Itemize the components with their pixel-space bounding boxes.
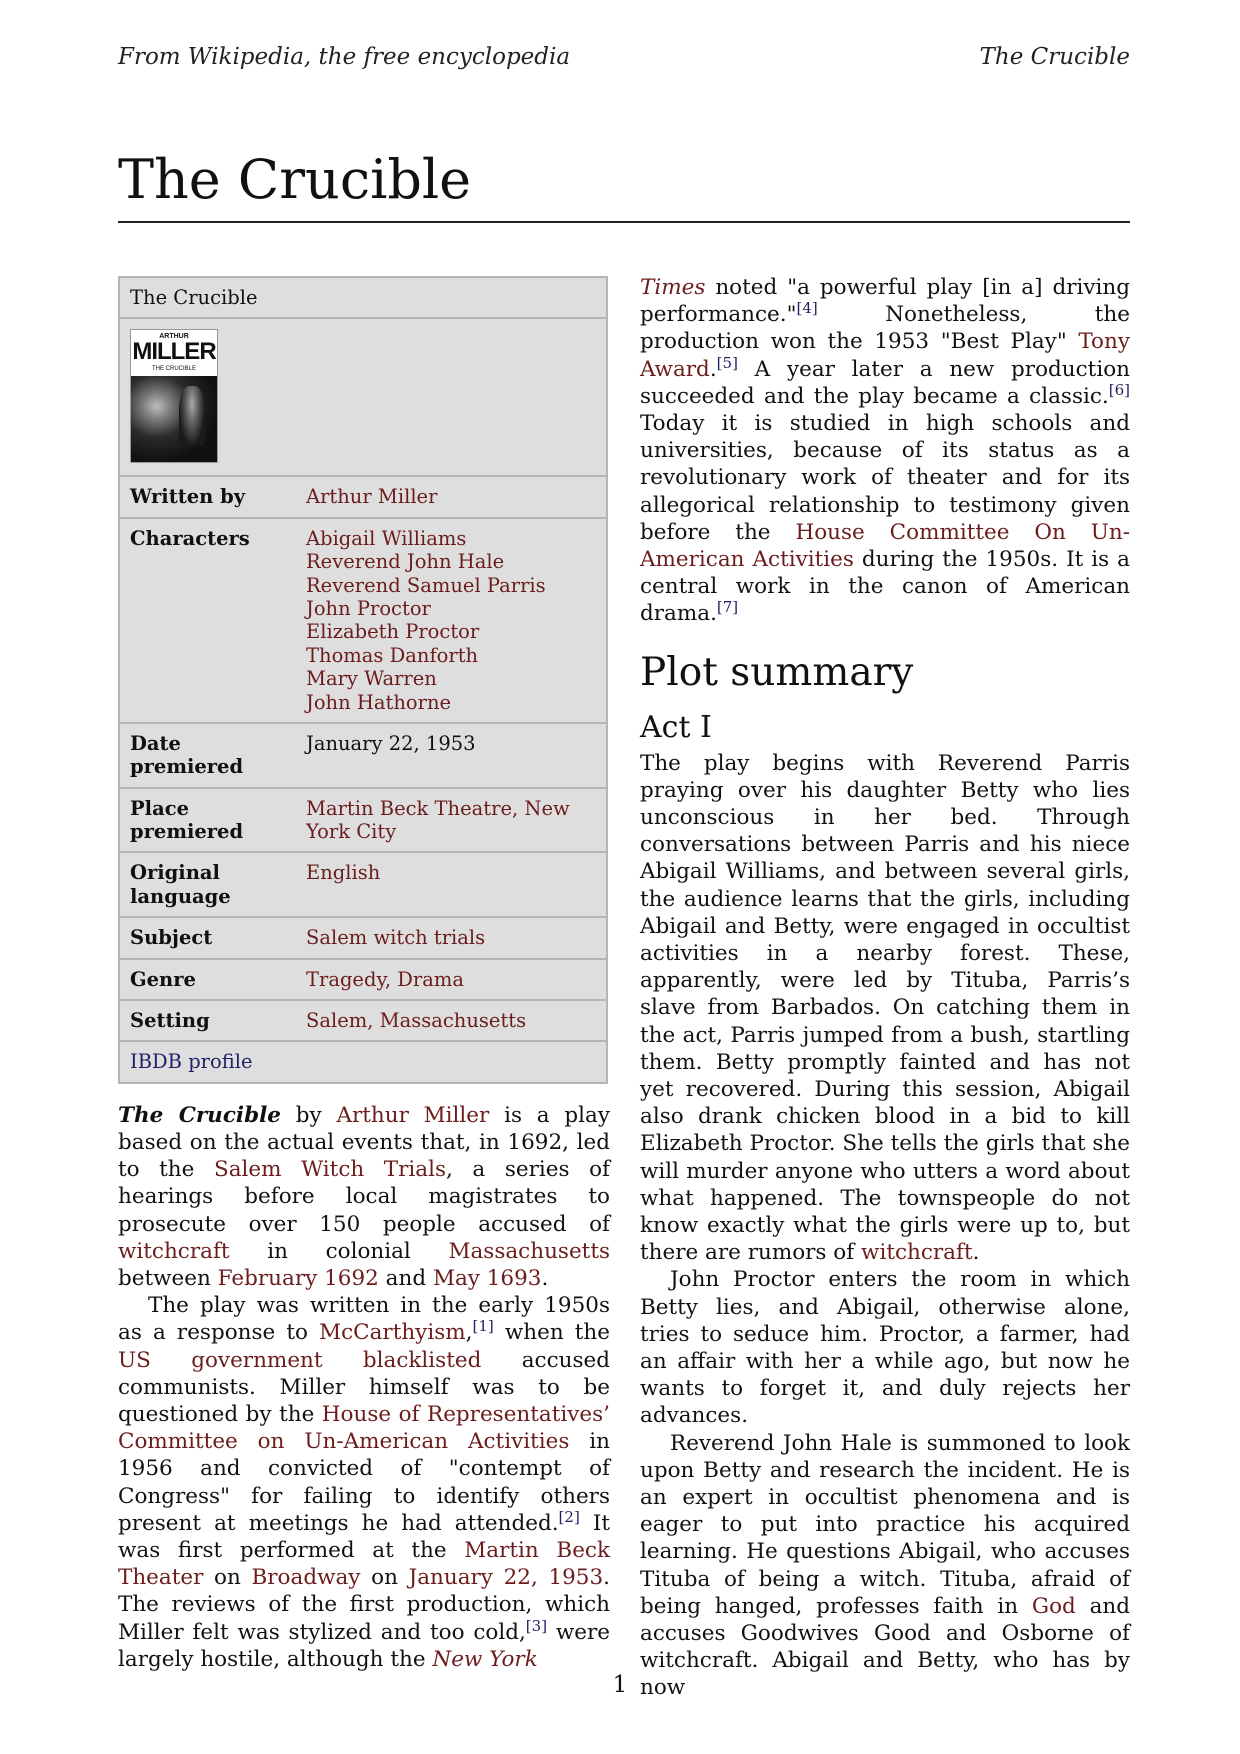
text-run: and (378, 1266, 433, 1292)
infobox-row-setting (119, 1000, 607, 1041)
text-run: . The reviews of the first production, which Miller felt was stylized and too cold, (118, 1565, 611, 1645)
intro-paragraph-2-continued (640, 274, 1130, 628)
article-subject-bold: The Crucible (118, 1102, 281, 1128)
intro-paragraph-2: The play was written in the early 1950s as a response to McCarthyism,[1] when the US government blacklisted accused communists. Miller himself was to be questioned by the House of Representatives’ Committee on Un-American Activities in 1956 and convicted of "contempt of Congress" for failing to identify others present at meetings he had attended.[2] It was first performed at the Martin Beck Theater on Broadway on January 22, 1953. The reviews of the first production, which Miller felt was stylized and too cold,[3] were largely hostile, although the New York (118, 1293, 611, 1672)
text-run: between (118, 1266, 218, 1292)
subsection-heading-act-1: Act I (640, 709, 712, 745)
link-character[interactable]: Reverend Samuel Parris (306, 573, 546, 597)
citation-3[interactable]: [3] (525, 1616, 548, 1635)
plot-paragraph-2: John Proctor enters the room in which Betty lies, and Abigail, otherwise alone, tries to seduce him. Proctor, a farmer, had an affair with her a while ago, but now he wants to forget it, and duly rejects her advances. (640, 1267, 1130, 1429)
link-huac[interactable]: House of Representatives’ Committee on Un-American Activities (118, 1402, 610, 1455)
link-us-government-blacklist[interactable]: US government blacklisted (118, 1347, 482, 1373)
citation-4[interactable]: [4] (796, 299, 818, 318)
plot-paragraph-1 (640, 750, 1130, 1267)
page-title: The Crucible (118, 150, 1130, 223)
link-character[interactable]: Thomas Danforth (306, 643, 479, 667)
link-arthur-miller[interactable]: Arthur Miller (296, 476, 607, 517)
text-run: . (972, 1240, 980, 1266)
link-subject[interactable]: Salem witch trials (296, 917, 607, 958)
infobox-label: Setting (119, 1000, 296, 1041)
section-heading-plot-summary: Plot summary (640, 649, 914, 695)
link-tony-award[interactable]: Tony Award (640, 329, 1130, 382)
link-character[interactable]: Mary Warren (306, 667, 437, 691)
link-witchcraft[interactable]: witchcraft (118, 1238, 230, 1264)
citation-5[interactable]: [5] (716, 353, 738, 372)
link-genre[interactable]: Tragedy, Drama (296, 959, 607, 1000)
link-salem-witch-trials[interactable]: Salem Witch Trials (213, 1157, 447, 1183)
infobox-label: Place premiered (119, 788, 296, 853)
link-january-22-1953[interactable]: January 22, 1953 (408, 1565, 604, 1591)
infobox-label: Written by (119, 476, 296, 517)
text-run: and accuses Goodwives Good and Osborne of witchcraft. Abigail and Betty, who has by now (640, 1593, 1131, 1701)
infobox-row-genre (119, 959, 607, 1000)
link-new-york-times[interactable]: New York (432, 1646, 538, 1672)
text-run: Nonetheless, the production won the 1953 "Best Play" (640, 302, 1130, 355)
left-column (118, 276, 610, 1673)
link-setting[interactable]: Salem, Massachusetts (296, 1000, 607, 1041)
link-martin-beck-theater[interactable]: Martin Beck Theater (118, 1538, 610, 1591)
text-run: by (280, 1102, 337, 1128)
link-witchcraft[interactable]: witchcraft (861, 1240, 973, 1266)
text-run: The play was written in the early 1950s as a response to (118, 1293, 610, 1346)
premiere-date: January 22, 1953 (296, 723, 607, 788)
link-may-1693[interactable]: May 1693 (432, 1266, 542, 1292)
infobox-row-characters (119, 518, 607, 723)
infobox-caption: The Crucible (130, 286, 258, 309)
link-character[interactable]: John Proctor (306, 596, 431, 620)
link-premiere-place[interactable]: Martin Beck Theatre, New York City (296, 788, 607, 853)
link-character[interactable]: John Hathorne (306, 690, 452, 714)
citation-7[interactable]: [7] (716, 598, 739, 617)
infobox-label: Subject (119, 917, 296, 958)
link-god[interactable]: God (1031, 1593, 1076, 1619)
text-run: A year later a new production succeeded and the play became a classic. (640, 356, 1130, 409)
link-broadway[interactable]: Broadway (251, 1565, 361, 1591)
link-massachusetts[interactable]: Massachusetts (448, 1238, 610, 1264)
link-new-york-times[interactable]: Times (640, 275, 706, 300)
header-source: From Wikipedia, the free encyclopedia (118, 44, 571, 70)
citation-1[interactable]: [1] (472, 1317, 494, 1336)
text-run: Today it is studied in high schools and universities, because of its status as a revolutionary work of theater and for its allegorical relationship to testimony given before the (640, 411, 1130, 545)
text-run: during the 1950s. It is a central work in the canon of American drama. (640, 547, 1130, 627)
text-run: accused communists. Miller himself was to be questioned by the (118, 1347, 610, 1428)
citation-2[interactable]: [2] (558, 1507, 580, 1526)
infobox-row-subject (119, 917, 607, 958)
cover-author-name: MILLER (132, 338, 216, 366)
text-run: in colonial (229, 1238, 449, 1264)
character-list (296, 518, 607, 723)
text-run: is a play based on the actual events that, in 1692, led to the (118, 1102, 610, 1183)
infobox-label: Characters (119, 518, 296, 723)
text-run: on (203, 1565, 252, 1591)
text-run: on (360, 1565, 409, 1591)
link-character[interactable]: Abigail Williams (306, 526, 467, 550)
link-ibdb-profile[interactable]: IBDB profile (119, 1041, 607, 1082)
citation-6[interactable]: [6] (1108, 380, 1130, 399)
text-run: were largely hostile, although the (118, 1619, 610, 1672)
infobox-label: Original language (119, 852, 296, 917)
cover-author-small: ARTHUR (159, 333, 189, 341)
link-february-1692[interactable]: February 1692 (217, 1266, 379, 1292)
text-run: when the (493, 1320, 611, 1346)
plot-paragraph-3 (640, 1430, 1130, 1702)
text-run: , a series of hearings before local magistrates to prosecute over 150 people accused of (118, 1157, 610, 1237)
link-character[interactable]: Elizabeth Proctor (306, 620, 480, 644)
intro-paragraph-1 (118, 1102, 610, 1292)
infobox (118, 276, 608, 1084)
link-arthur-miller[interactable]: Arthur Miller (336, 1102, 490, 1128)
link-language[interactable]: English (296, 852, 607, 917)
text-run: It was first performed at the (118, 1510, 610, 1564)
text-run: The play begins with Reverend Parris praying over his daughter Betty who lies unconscious in her bed. Through conversations between Parris and his niece Abigail Williams, and between several girls, the audience learns that the girls, including Abigail and Betty, were engaged in occultist activities in a nearby forest. These, apparently, were led by Tituba, Parris’s slave from Barbados. On catching them in the act, Parris jumped from a bush, startling them. Betty promptly fainted and has not yet recovered. During this session, Abigail also drank chicken blood in a bid to kill Elizabeth Proctor. She tells the girls that she will murder anyone who utters a word about what happened. The townspeople do not know exactly what the girls were up to, but there are rumors of (640, 750, 1130, 1266)
link-house-committee-un-american-activities[interactable]: House Committee On Un-American Activities (640, 519, 1130, 573)
infobox-label: Genre (119, 959, 296, 1000)
right-column (640, 274, 1130, 1702)
infobox-row-language (119, 852, 607, 917)
infobox-label: Date premiered (119, 723, 296, 788)
book-cover-image[interactable] (130, 329, 218, 463)
text-run: . (541, 1266, 549, 1292)
infobox-row-place (119, 788, 607, 853)
infobox-image-cell (119, 318, 607, 476)
link-character[interactable]: Reverend John Hale (306, 550, 505, 574)
running-header (118, 44, 1130, 70)
cover-photo (131, 376, 217, 462)
infobox-row-date (119, 723, 607, 788)
header-article-title: The Crucible (979, 44, 1130, 70)
text-run: . (709, 356, 717, 382)
link-mccarthyism[interactable]: McCarthyism (319, 1320, 466, 1346)
infobox-row-written-by (119, 476, 607, 517)
cover-book-title: THE CRUCIBLE (151, 366, 196, 373)
page-number: 1 (612, 1672, 628, 1698)
text-run: in 1956 and convicted of "contempt of Congress" for failing to identify others present at meetings he had attended. (118, 1429, 610, 1536)
text-run: Reverend John Hale is summoned to look upon Betty and research the incident. He is an expert in occultist phenomena and is eager to put into practice his acquired learning. He questions Abigail, who accuses Tituba of being a witch. Tituba, afraid of being hanged, professes faith in (640, 1430, 1130, 1619)
text-run: noted "a powerful play [in a] driving performance." (640, 275, 1130, 328)
